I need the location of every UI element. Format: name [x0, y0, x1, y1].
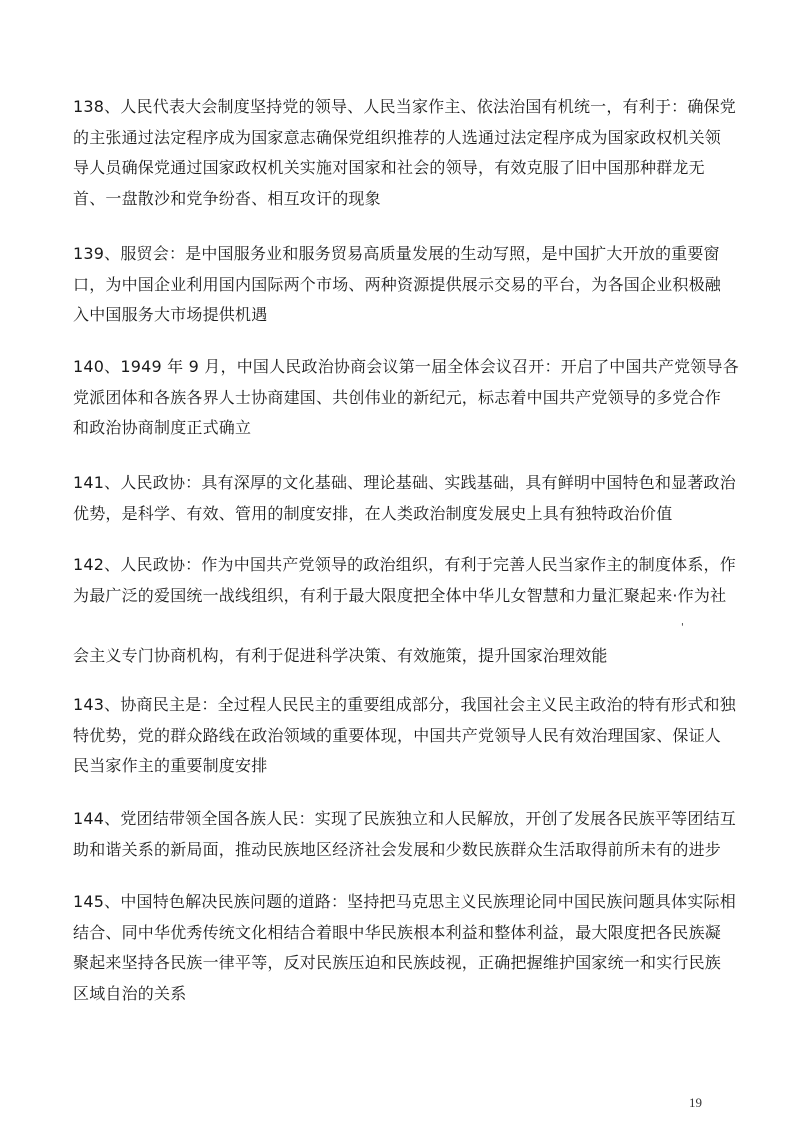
entry-line: 聚起来坚持各民族一律平等，反对民族压迫和民族歧视，正确把握维护国家统一和实行民族 [73, 953, 722, 972]
entry-line: 141、人民政协：具有深厚的文化基础、理论基础、实践基础，具有鲜明中国特色和显著政治 [73, 473, 736, 492]
entry-line: 区域自治的关系 [73, 983, 187, 1003]
entry-line: 助和谐关系的新局面，推动民族地区经济社会发展和少数民族群众生活取得前所未有的进步 [73, 839, 722, 859]
entry-line: 139、服贸会：是中国服务业和服务贸易高质量发展的生动写照，是中国扩大开放的重要窗 [73, 244, 720, 263]
entry-145 [73, 887, 736, 1009]
entry-line: 145、中国特色解决民族问题的道路：坚持把马克思主义民族理论同中国民族问题具体实际相 [73, 892, 736, 911]
entry-143 [73, 690, 736, 782]
entry-line: 140、1949 年 9 月，中国人民政治协商会议第一届全体会议召开：开启了中国共产党领导各 [73, 357, 739, 376]
entry-line: 特优势，党的群众路线在政治领域的重要体现，中国共产党领导人民有效治理国家、保证人 [73, 725, 722, 745]
entry-line: 入中国服务大市场提供机遇 [73, 305, 268, 324]
entry-line: 导人员确保党通过国家政权机关实施对国家和社会的领导，有效克服了旧中国那种群龙无 [73, 158, 705, 177]
entry-line: 144、党团结带领全国各族人民：实现了民族独立和人民解放，开创了发展各民族平等团结互 [73, 809, 736, 828]
entry-line: 138、人民代表大会制度坚持党的领导、人民当家作主、依法治国有机统一，有利于：确保党 [73, 97, 736, 116]
entry-line: 首、一盘散沙和党争纷沓、相互攻讦的现象 [73, 188, 381, 208]
entry-line: 会主义专门协商机构，有利于促进科学决策、有效施策，提升国家治理效能 [73, 646, 608, 665]
entry-line: 优势，是科学、有效、管用的制度安排，在人类政治制度发展史上具有独特政治价值 [73, 503, 673, 523]
entry-142 [73, 550, 736, 611]
entry-line: 为最广泛的爱国统一战线组织，有利于最大限度把全体中华儿女智慧和力量汇聚起来·作为社 [73, 585, 727, 605]
entry-line: 的主张通过法定程序成为国家意志确保党组织推荐的人选通过法定程序成为国家政权机关领 [73, 127, 722, 147]
entry-line: 党派团体和各族各界人士协商建国、共创伟业的新纪元，标志着中国共产党领导的多党合作 [73, 387, 722, 407]
entry-line: 和政治协商制度正式确立 [73, 418, 252, 437]
entry-141 [73, 468, 736, 529]
page-number: 19 [689, 1095, 702, 1110]
entry-line: 143、协商民主是：全过程人民民主的重要组成部分，我国社会主义民主政治的特有形式和独 [73, 695, 736, 714]
entry-line: 结合、同中华优秀传统文化相结合着眼中华民族根本利益和整体利益，最大限度把各民族凝 [73, 922, 722, 942]
entry-line: 142、人民政协：作为中国共产党领导的政治组织，有利于完善人民当家作主的制度体系，作 [73, 555, 736, 574]
entry-line: 民当家作主的重要制度安排 [73, 756, 268, 775]
stray-mark: ' [681, 622, 684, 633]
entry-140 [73, 352, 739, 444]
entry-138 [73, 92, 736, 214]
entry-139 [73, 239, 733, 331]
entry-line: 口，为中国企业利用国内国际两个市场、两种资源提供展示交易的平台，为各国企业积极融 [73, 274, 722, 294]
entry-142-continuation [73, 641, 733, 672]
entry-144 [73, 804, 736, 865]
